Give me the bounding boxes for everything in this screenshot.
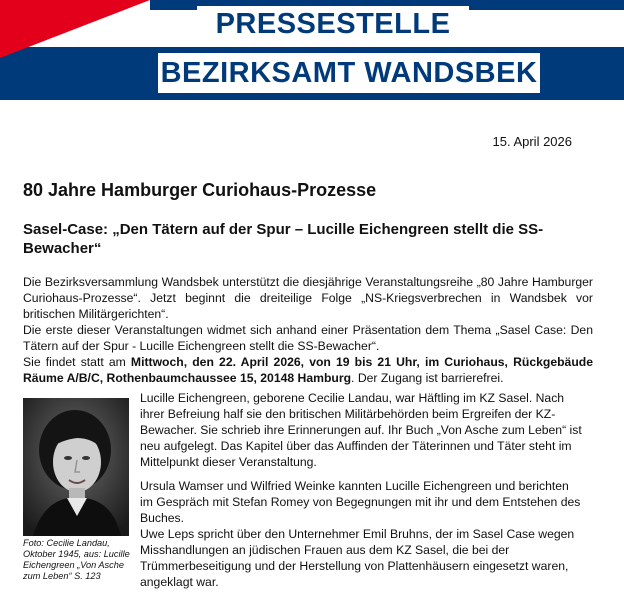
body-paragraph-3: Uwe Leps spricht über den Unternehmer Emil Bruhns, der im Sasel Case wegen Misshandlungen an jüdischen Frauen aus dem KZ Sasel, die bei der Trümmerbeseitigung und der Herstellung von Plattenhäusern eingesetzt waren, angeklagt war. xyxy=(140,527,575,589)
press-date: 15. April 2026 xyxy=(492,134,572,149)
portrait-photo xyxy=(23,398,129,536)
intro-paragraph-2: Die erste dieser Veranstaltungen widmet sich anhand einer Präsentation dem Thema „Sasel Case: Den Tätern auf der Spur - Lucille Eichengreen stellt die SS-Bewacher“. xyxy=(23,323,593,353)
header-red-shape xyxy=(0,0,150,58)
intro-p3-pre: Sie findet statt am xyxy=(23,355,131,369)
intro-text xyxy=(23,274,593,386)
body-paragraph-2: Ursula Wamser und Wilfried Weinke kannten Lucille Eichengreen und berichten im Gespräch mit Stefan Romey von Begegnungen mit ihr und dem Entstehen des Buches. xyxy=(140,479,581,525)
subheadline: Sasel-Case: „Den Tätern auf der Spur – Lucille Eichengreen stellt die SS-Bewacher“ xyxy=(23,221,544,257)
portrait-illustration xyxy=(23,398,129,536)
headline: 80 Jahre Hamburger Curiohaus-Prozesse xyxy=(23,180,377,200)
intro-paragraph-1: Die Bezirksversammlung Wandsbek unterstützt die diesjährige Veranstaltungsreihe „80 Jahre Hamburger Curiohaus-Prozesse“. Jetzt beginnt die dreiteilige Folge „NS-Kriegsverbrechen in Wandsbek vor britischen Militärgerichten“. xyxy=(23,275,593,321)
intro-paragraph-3 xyxy=(23,354,593,386)
body-paragraph-1: Lucille Eichengreen, geborene Cecilie Landau, war Häftling im KZ Sasel. Nach ihrer Befreiung half sie den britischen Militärbehörden beim Ergreifen der KZ-Bewacher. Sie schrieb ihre Erinnerungen auf. Ihr Buch „Von Asche zum Leben“ ist neu aufgelegt. Das Kapitel über das Auffinden der Täterinnen und Täter steht im Mittelpunkt dieser Veranstaltung. xyxy=(140,391,582,469)
photo-caption: Foto: Cecilie Landau, Oktober 1945, aus: Lucille Eichengreen „Von Asche zum Leben“ S. 123 xyxy=(23,538,130,581)
header-title-line2: BEZIRKSAMT WANDSBEK xyxy=(158,53,540,93)
body-text xyxy=(140,390,583,590)
press-header xyxy=(0,0,624,100)
intro-p3-post: . Der Zugang ist barrierefrei. xyxy=(351,371,504,385)
header-title-line1: PRESSESTELLE xyxy=(197,6,469,42)
event-details: Mittwoch, den 22. April 2026, von 19 bis 21 Uhr, im Curiohaus, Rückgebäude Räume A/B/C, Rothenbaumchaussee 15, 20148 Hamburg xyxy=(23,355,593,385)
